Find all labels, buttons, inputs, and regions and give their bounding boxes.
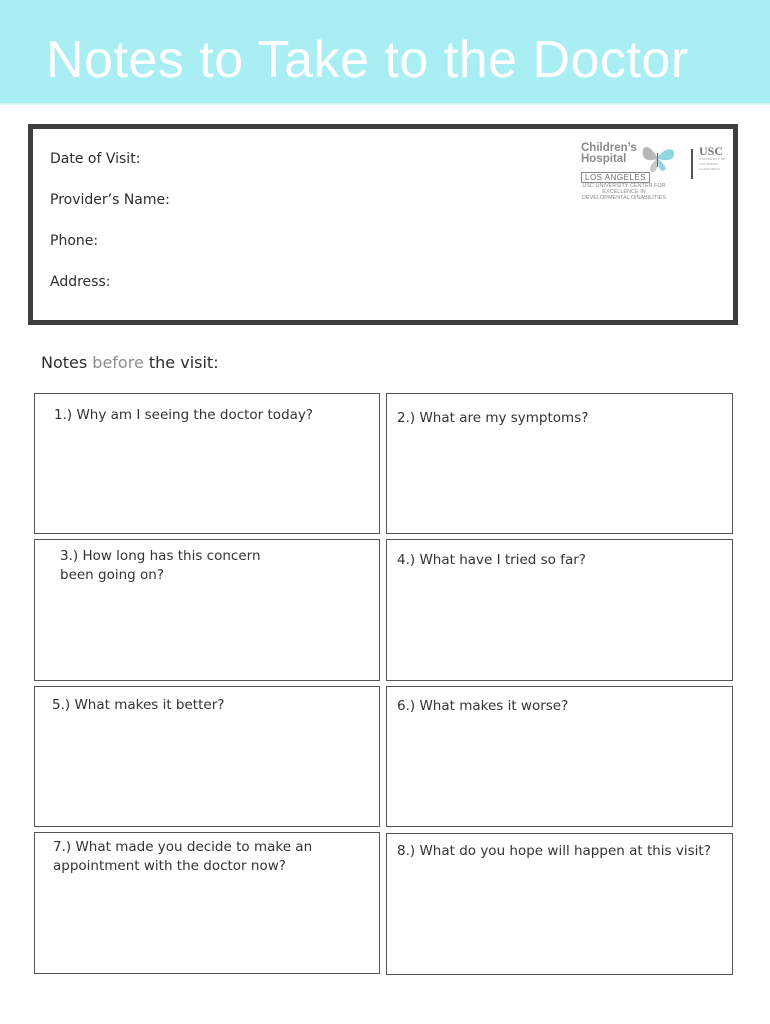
butterfly-icon — [639, 141, 677, 175]
question-box-8[interactable] — [386, 833, 733, 975]
question-4-text: 4.) What have I tried so far? — [397, 552, 586, 568]
provider-name-label: Provider’s Name: — [50, 192, 170, 208]
chla-logo-line1: Children’s — [581, 142, 637, 154]
address-label: Address: — [50, 274, 111, 290]
logo-divider — [691, 149, 693, 179]
question-7-text: 7.) What made you decide to make an appointment with the doctor now? — [53, 839, 313, 874]
question-box-3[interactable] — [34, 539, 380, 681]
phone-label: Phone: — [50, 233, 99, 249]
chla-logo-subtitle: USC UNIVERSITY CENTER FOR EXCELLENCE IN DEVELOPMENTAL DISABILITIES — [581, 183, 667, 201]
header-banner — [0, 0, 770, 105]
question-box-6[interactable] — [386, 686, 733, 827]
chla-logo-line2: Hospital — [581, 153, 627, 165]
question-box-4[interactable] — [386, 539, 733, 681]
heading-post: the visit: — [143, 353, 219, 372]
question-box-7[interactable] — [34, 832, 380, 974]
usc-logo — [699, 145, 729, 172]
date-of-visit-label: Date of Visit: — [50, 151, 141, 167]
question-box-2[interactable] — [386, 393, 733, 534]
visit-info-box — [28, 124, 738, 325]
question-6-text: 6.) What makes it worse? — [397, 698, 569, 714]
question-1-text: 1.) Why am I seeing the doctor today? — [54, 407, 314, 423]
logo-area — [581, 139, 731, 209]
question-8-text: 8.) What do you hope will happen at this visit? — [397, 843, 711, 859]
page-title: Notes to Take to the Doctor — [46, 31, 689, 89]
heading-pre: Notes — [41, 353, 93, 372]
question-box-5[interactable] — [34, 686, 380, 827]
heading-emphasis: before — [92, 353, 144, 372]
question-2-text: 2.) What are my symptoms? — [397, 410, 589, 426]
notes-section-heading — [41, 353, 219, 372]
usc-logo-mark: USC — [699, 144, 724, 158]
chla-logo-line3: LOS ANGELES — [581, 172, 650, 183]
usc-logo-text: UNIVERSITY OF SOUTHERN CALIFORNIA — [699, 157, 726, 171]
question-box-1[interactable] — [34, 393, 380, 534]
question-5-text: 5.) What makes it better? — [52, 697, 225, 713]
question-3-text: 3.) How long has this concern been going on? — [60, 548, 261, 583]
